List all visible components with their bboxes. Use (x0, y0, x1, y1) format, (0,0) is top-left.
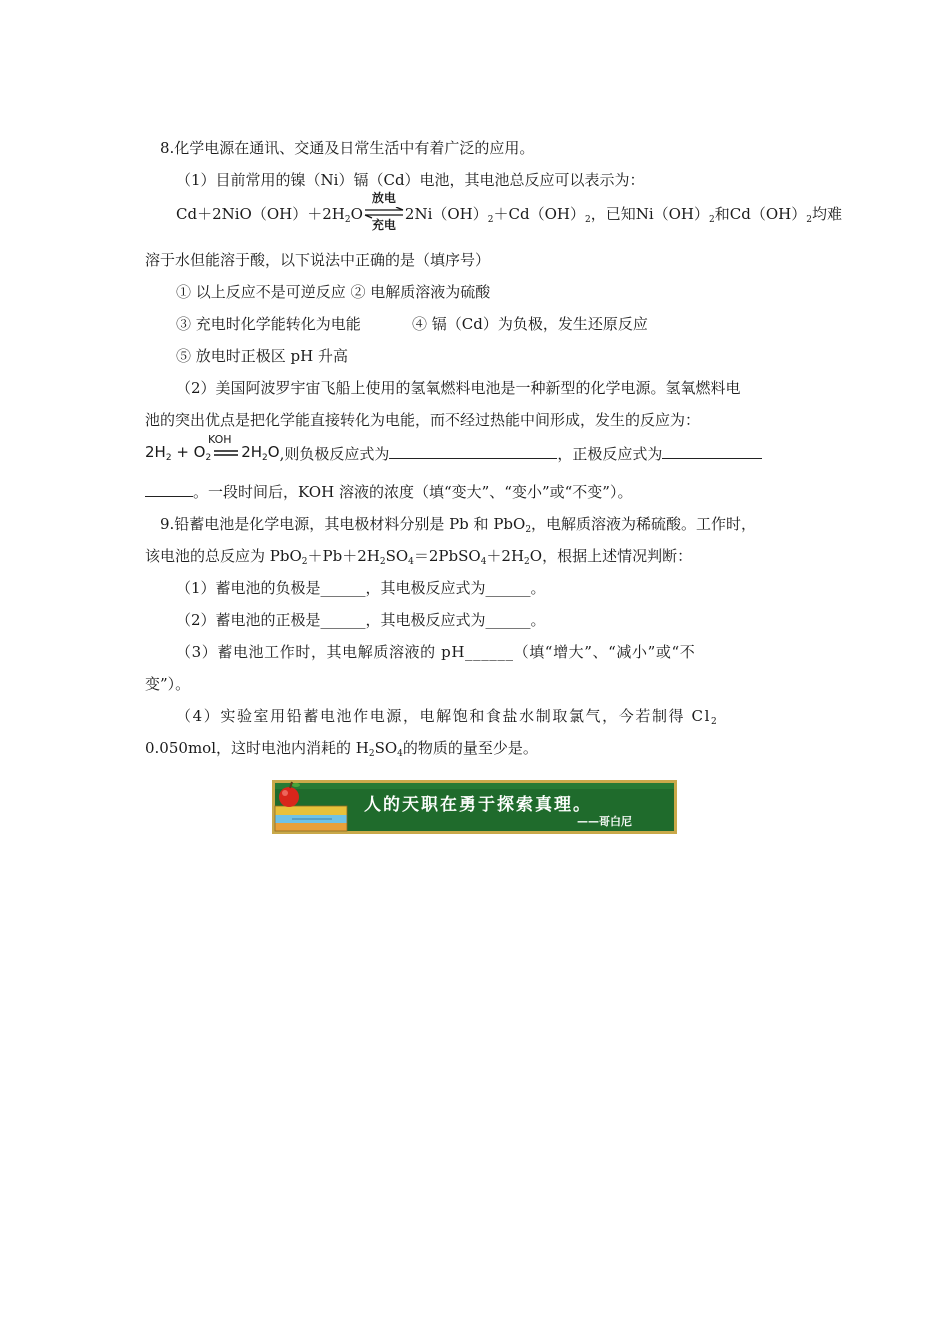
q8-option-3: ③ 充电时化学能转化为电能 (176, 315, 361, 333)
q9-part3: （3）蓄电池工作时，其电解质溶液的 pH______（填“增大”、“减小”或“不 (176, 643, 696, 661)
motto-banner (272, 780, 677, 834)
q9-part3-continuation: 变”）。 (145, 675, 191, 693)
q8-part2-equation-line: $2H_2 + O_2$ KOH $2H_2O$,则负极反应式为 ，正极反应式为 (145, 442, 762, 468)
q9-stem: 9.铅蓄电池是化学电源，其电极材料分别是 Pb 和 PbO$_2$，电解质溶液为稀硫酸。工作时， (160, 515, 757, 535)
q8-part1-intro: （1）目前常用的镍（Ni）镉（Cd）电池，其电池总反应可以表示为： (176, 171, 645, 189)
q9-part4: （4）实验室用铅蓄电池作电源，电解饱和食盐水制取氯气，今若制得 $Cl_2$ (176, 707, 719, 727)
q8-options-1-2: ① 以上反应不是可逆反应 ② 电解质溶液为硫酸 (176, 283, 491, 301)
q9-part1: （1）蓄电池的负极是______，其电极反应式为______。 (176, 579, 546, 597)
q9-part2: （2）蓄电池的正极是______，其电极反应式为______。 (176, 611, 546, 629)
q9-total-reaction: 该电池的总反应为 $PbO_2+Pb+2H_2SO_4=2PbSO_4+2H_2O$，根据上述情况判断： (145, 547, 693, 567)
q9-part4-continuation: 0.050mol，这时电池内消耗的 $H_2SO_4$的物质的量至少是。 (145, 739, 538, 759)
q8-option-4: ④ 镉（Cd）为负极，发生还原反应 (412, 315, 648, 333)
reversible-arrow-icon: 放电 充电 (364, 205, 404, 225)
q8-part2-line1: （2）美国阿波罗宇宙飞船上使用的氢氧燃料电池是一种新型的化学电源。氢氧燃料电 (176, 379, 741, 397)
positive-electrode-blank-continued[interactable] (145, 482, 193, 497)
positive-electrode-blank[interactable] (662, 444, 762, 459)
q8-part2-line2: 池的突出优点是把化学能直接转化为电能，而不经过热能中间形成，发生的反应为： (145, 411, 701, 429)
q8-stem: 8.化学电源在通讯、交通及日常生活中有着广泛的应用。 (160, 139, 535, 157)
hydrogen-oxygen-equation: $2H_2 + O_2$ KOH $2H_2O$ (145, 433, 280, 463)
q8-part2-last-line: 。一段时间后，KOH 溶液的浓度（填“变大”、“变小”或“不变”）。 (145, 482, 632, 502)
q8-option-5: ⑤ 放电时正极区 pH 升高 (176, 347, 348, 365)
q8-part1-continuation: 溶于水但能溶于酸，以下说法中正确的是（填序号） (145, 251, 491, 269)
banner-quote: 人的天职在勇于探索真理。 (364, 795, 592, 815)
banner-author: ——哥白尼 (577, 815, 632, 828)
q8-equation: $Cd+2NiO(OH)+2H_2O$ 放电 充电 $2Ni(OH)_2+Cd(OH)_2$，已知$Ni(OH)_2$和$Cd(OH)_2$均难 (176, 191, 842, 232)
negative-electrode-blank[interactable] (389, 444, 557, 459)
